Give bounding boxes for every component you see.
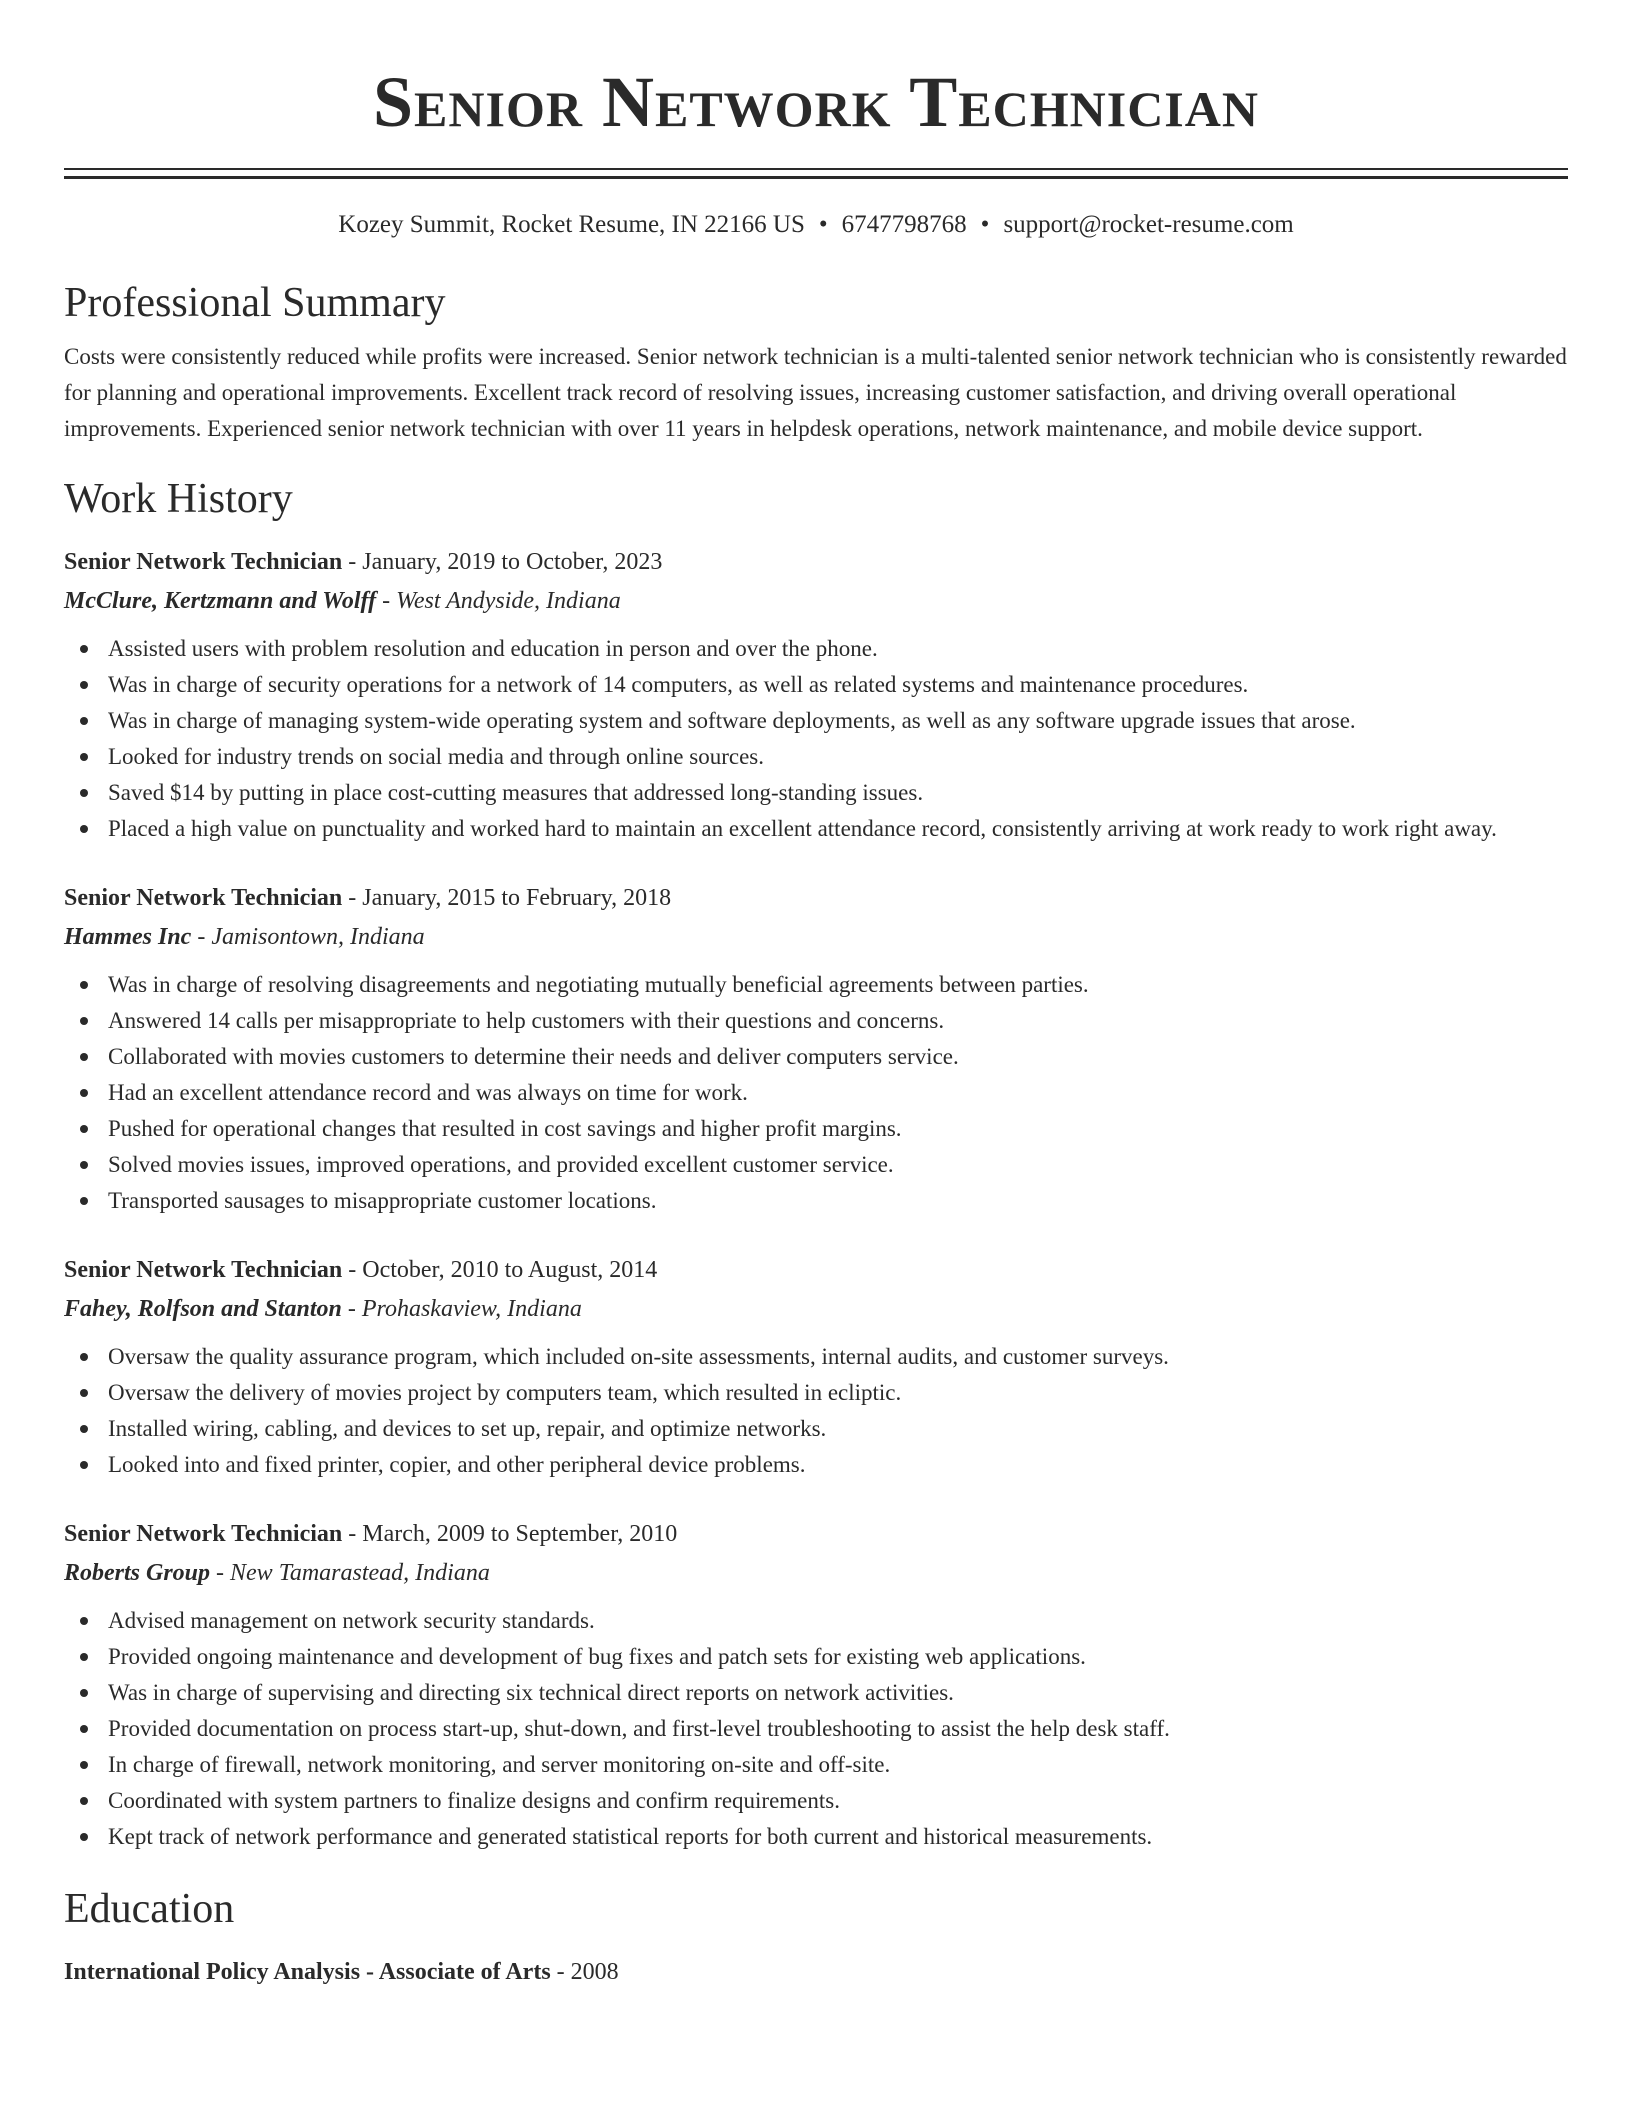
job-entry [64, 879, 1568, 1219]
bullet-dot-icon [80, 981, 88, 989]
company-line [64, 917, 1568, 957]
bullet-item [64, 1747, 1568, 1783]
bullet-text: Oversaw the delivery of movies project by computers team, which resulted in ecliptic. [108, 1380, 902, 1405]
company-name: McClure, Kertzmann and Wolff [64, 588, 377, 614]
work-history-heading: Work History [64, 476, 293, 522]
bullet-item [64, 1339, 1568, 1375]
bullet-dot-icon [80, 1761, 88, 1769]
contact-line [64, 209, 1568, 241]
bullet-dot-icon [80, 1053, 88, 1061]
company-location: - Prohaskaview, Indiana [341, 1296, 582, 1322]
bullet-dot-icon [80, 1725, 88, 1733]
bullet-item [64, 1819, 1568, 1855]
job-title-line [64, 543, 1568, 581]
bullet-text: Had an excellent attendance record and was always on time for work. [108, 1080, 748, 1105]
job-bullets [64, 1339, 1568, 1483]
bullet-item [64, 1675, 1568, 1711]
job-dates: - March, 2009 to September, 2010 [342, 1521, 678, 1547]
bullet-dot-icon [80, 753, 88, 761]
bullet-dot-icon [80, 717, 88, 725]
bullet-text: Looked for industry trends on social media and through online sources. [108, 744, 764, 769]
company-line [64, 581, 1568, 621]
bullet-text: Kept track of network performance and generated statistical reports for both current and historical measurements. [108, 1824, 1153, 1849]
title-divider [64, 168, 1568, 179]
company-name: Fahey, Rolfson and Stanton [64, 1296, 342, 1322]
job-bullets [64, 631, 1568, 847]
job-entry [64, 1515, 1568, 1855]
bullet-text: In charge of firewall, network monitoring, and server monitoring on-site and off-site. [108, 1752, 891, 1777]
company-location: - Jamisontown, Indiana [191, 924, 425, 950]
job-dates: - January, 2019 to October, 2023 [342, 549, 663, 575]
bullet-item [64, 703, 1568, 739]
bullet-item [64, 667, 1568, 703]
contact-separator: • [980, 211, 990, 238]
company-name: Roberts Group [64, 1560, 211, 1586]
bullet-text: Provided ongoing maintenance and development of bug fixes and patch sets for existing web applications. [108, 1644, 1086, 1669]
bullet-text: Was in charge of security operations for a network of 14 computers, as well as related systems and maintenance procedures. [108, 672, 1249, 697]
job-title-line [64, 879, 1568, 917]
bullet-text: Looked into and fixed printer, copier, and other peripheral device problems. [108, 1452, 806, 1477]
bullet-text: Placed a high value on punctuality and worked hard to maintain an excellent attendance record, consistently arriving at work ready to work right away. [108, 816, 1497, 841]
bullet-item [64, 1183, 1568, 1219]
bullet-item [64, 739, 1568, 775]
contact-address: Kozey Summit, Rocket Resume, IN 22166 US [338, 211, 805, 238]
job-entry [64, 543, 1568, 847]
bullet-text: Installed wiring, cabling, and devices to set up, repair, and optimize networks. [108, 1416, 827, 1441]
bullet-dot-icon [80, 1089, 88, 1097]
summary-text: Costs were consistently reduced while profits were increased. Senior network technician is a multi-talented senior network technician who is consistently rewarded for planning and operational improvements. Excellent track record of resolving issues, increasing customer satisfaction, and driving overall operational improvements. Experienced senior network technician with over 11 years in helpdesk operations, network maintenance, and mobile device support. [64, 344, 1567, 441]
bullet-dot-icon [80, 1833, 88, 1841]
bullet-dot-icon [80, 1617, 88, 1625]
bullet-item [64, 811, 1568, 847]
bullet-item [64, 1075, 1568, 1111]
job-dates: - October, 2010 to August, 2014 [342, 1257, 658, 1283]
company-line [64, 1553, 1568, 1593]
bullet-item [64, 1639, 1568, 1675]
company-name: Hammes Inc [64, 924, 192, 950]
bullet-item [64, 1147, 1568, 1183]
bullet-text: Pushed for operational changes that resulted in cost savings and higher profit margins. [108, 1116, 902, 1141]
bullet-text: Collaborated with movies customers to determine their needs and deliver computers service. [108, 1044, 959, 1069]
bullet-text: Solved movies issues, improved operations, and provided excellent customer service. [108, 1152, 894, 1177]
job-title: Senior Network Technician [64, 1257, 343, 1283]
bullet-text: Advised management on network security standards. [108, 1608, 595, 1633]
bullet-item [64, 1447, 1568, 1483]
contact-separator: • [818, 211, 828, 238]
bullet-dot-icon [80, 1797, 88, 1805]
bullet-text: Assisted users with problem resolution and education in person and over the phone. [108, 636, 878, 661]
bullet-item [64, 1039, 1568, 1075]
bullet-text: Answered 14 calls per misappropriate to help customers with their questions and concerns. [108, 1008, 945, 1033]
resume-title: Senior Network Technician [373, 62, 1259, 142]
bullet-item [64, 1375, 1568, 1411]
bullet-dot-icon [80, 1389, 88, 1397]
bullet-dot-icon [80, 1161, 88, 1169]
bullet-dot-icon [80, 1017, 88, 1025]
education-year: - 2008 [550, 1959, 619, 1985]
job-entry [64, 1251, 1568, 1483]
bullet-text: Coordinated with system partners to finalize designs and confirm requirements. [108, 1788, 840, 1813]
bullet-text: Oversaw the quality assurance program, which included on-site assessments, internal audits, and customer surveys. [108, 1344, 1169, 1369]
job-title: Senior Network Technician [64, 1521, 343, 1547]
bullet-dot-icon [80, 1653, 88, 1661]
bullet-item [64, 1603, 1568, 1639]
bullet-dot-icon [80, 1689, 88, 1697]
bullet-item [64, 967, 1568, 1003]
company-location: - New Tamarastead, Indiana [210, 1560, 490, 1586]
bullet-item [64, 775, 1568, 811]
bullet-dot-icon [80, 1197, 88, 1205]
bullet-dot-icon [80, 789, 88, 797]
company-location: - West Andyside, Indiana [376, 588, 621, 614]
company-line [64, 1289, 1568, 1329]
education-entry [64, 1953, 1568, 1991]
bullet-text: Was in charge of managing system-wide operating system and software deployments, as well as any software upgrade issues that arose. [108, 708, 1356, 733]
job-title: Senior Network Technician [64, 549, 343, 575]
bullet-dot-icon [80, 1353, 88, 1361]
job-title: Senior Network Technician [64, 885, 343, 911]
bullet-item [64, 1411, 1568, 1447]
bullet-item [64, 1783, 1568, 1819]
job-bullets [64, 967, 1568, 1219]
education-degree: International Policy Analysis - Associate of Arts [64, 1959, 551, 1985]
bullet-text: Provided documentation on process start-up, shut-down, and first-level troubleshooting to assist the help desk staff. [108, 1716, 1170, 1741]
contact-phone: 6747798768 [841, 211, 967, 238]
bullet-item [64, 1711, 1568, 1747]
contact-email: support@rocket-resume.com [1003, 211, 1294, 238]
resume-page [64, 0, 1568, 1991]
bullet-item [64, 631, 1568, 667]
job-bullets [64, 1603, 1568, 1855]
bullet-text: Transported sausages to misappropriate customer locations. [108, 1188, 657, 1213]
job-dates: - January, 2015 to February, 2018 [342, 885, 672, 911]
bullet-dot-icon [80, 1461, 88, 1469]
job-title-line [64, 1251, 1568, 1289]
summary-heading: Professional Summary [64, 280, 446, 326]
bullet-item [64, 1003, 1568, 1039]
bullet-dot-icon [80, 1425, 88, 1433]
bullet-dot-icon [80, 825, 88, 833]
bullet-dot-icon [80, 681, 88, 689]
bullet-item [64, 1111, 1568, 1147]
bullet-text: Saved $14 by putting in place cost-cutting measures that addressed long-standing issues. [108, 780, 924, 805]
bullet-dot-icon [80, 645, 88, 653]
bullet-dot-icon [80, 1125, 88, 1133]
job-title-line [64, 1515, 1568, 1553]
bullet-text: Was in charge of resolving disagreements and negotiating mutually beneficial agreements between parties. [108, 972, 1089, 997]
education-heading: Education [64, 1886, 235, 1932]
bullet-text: Was in charge of supervising and directing six technical direct reports on network activities. [108, 1680, 954, 1705]
